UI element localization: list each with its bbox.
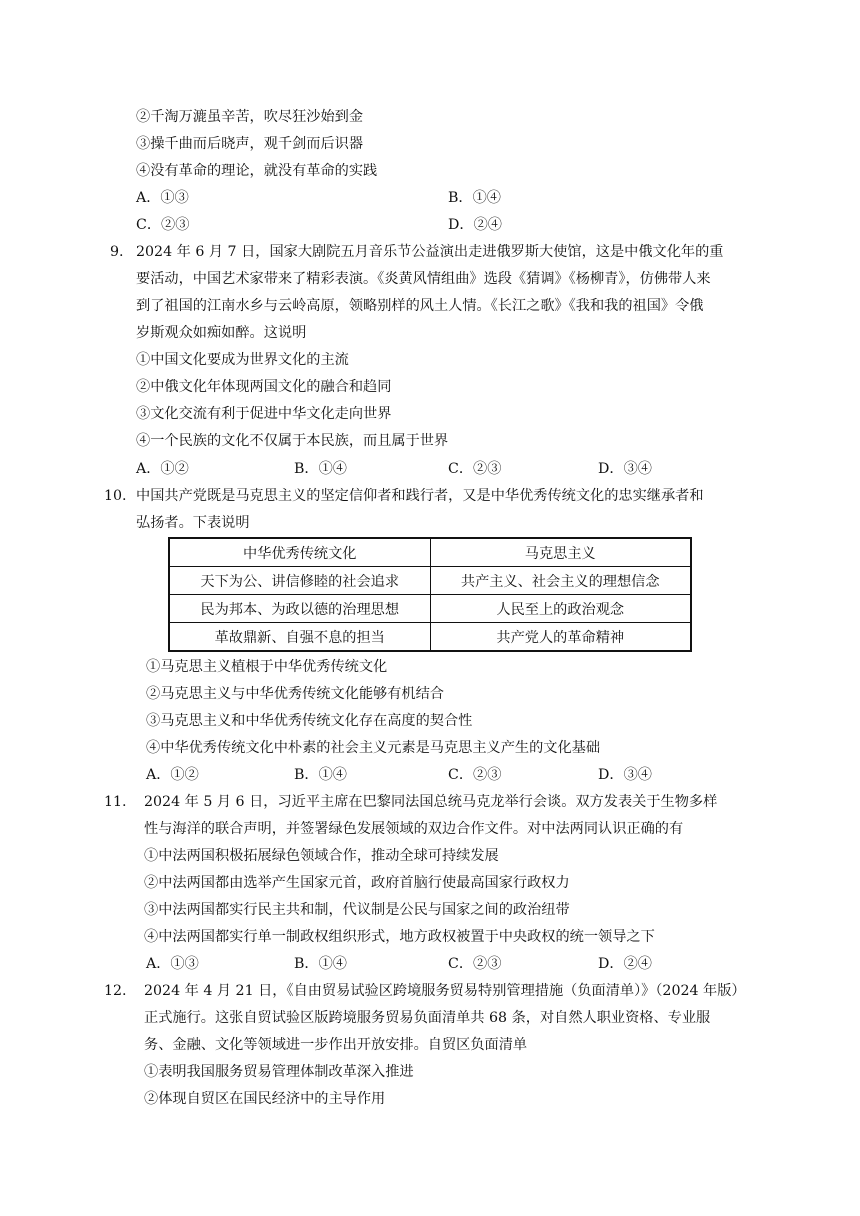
q12-item-1: ①表明我国服务贸易管理体制改革深入推进	[144, 1064, 414, 1080]
q9-stem-line: 要活动，中国艺术家带来了精彩表演。《炎黄风情组曲》选段《猜调》《杨柳青》，仿佛带人来	[136, 271, 711, 287]
q11-stem-line: 性与海洋的联合声明，并签署绿色发展领域的双边合作文件。对中法两同认识正确的有	[144, 821, 684, 837]
q8-item-2: ②千淘万漉虽辛苦，吹尽狂沙始到金	[136, 109, 364, 125]
q11-option-b[interactable]: B．①④	[294, 956, 347, 972]
q9-item-1: ①中国文化要成为世界文化的主流	[136, 352, 349, 368]
q9-option-b[interactable]: B．①④	[294, 461, 347, 477]
q9-option-c[interactable]: C．②③	[448, 461, 502, 477]
table-cell: 民为邦本、为政以德的治理思想	[169, 595, 430, 623]
q10-option-a[interactable]: A．①②	[146, 767, 199, 783]
table-header-row	[169, 538, 691, 567]
q12-stem-line: 务、金融、文化等领域进一步作出开放安排。自贸区负面清单	[144, 1037, 528, 1053]
table-cell: 共产主义、社会主义的理想信念	[430, 567, 691, 595]
table-row	[169, 595, 691, 623]
q11-number: 11.	[104, 794, 127, 810]
q8-item-3: ③操千曲而后晓声，观千剑而后识器	[136, 136, 364, 152]
q10-item-3: ③马克思主义和中华优秀传统文化存在高度的契合性	[146, 713, 473, 729]
q11-option-a[interactable]: A．①③	[146, 956, 199, 972]
q10-item-2: ②马克思主义与中华优秀传统文化能够有机结合	[146, 686, 444, 702]
q9-stem-line: 到了祖国的江南水乡与云岭高原，领略别样的风土人情。《长江之歌》《我和我的祖国》令俄	[136, 298, 704, 314]
q11-item-3: ③中法两国都实行民主共和制，代议制是公民与国家之间的政治纽带	[144, 902, 570, 918]
table-cell: 天下为公、讲信修睦的社会追求	[169, 567, 430, 595]
table-row	[169, 567, 691, 595]
q10-item-1: ①马克思主义植根于中华优秀传统文化	[146, 659, 388, 675]
q9-item-2: ②中俄文化年体现两国文化的融合和趋同	[136, 379, 392, 395]
q10-item-4: ④中华优秀传统文化中朴素的社会主义元素是马克思主义产生的文化基础	[146, 740, 601, 756]
q10-option-c[interactable]: C．②③	[448, 767, 502, 783]
q8-option-d[interactable]: D．②④	[448, 217, 502, 233]
q9-option-d[interactable]: D．③④	[598, 461, 652, 477]
q11-item-4: ④中法两国都实行单一制政权组织形式，地方政权被置于中央政权的统一领导之下	[144, 929, 655, 945]
q11-option-d[interactable]: D．②④	[598, 956, 652, 972]
q9-item-3: ③文化交流有利于促进中华文化走向世界	[136, 406, 392, 422]
comparison-table	[168, 537, 692, 652]
q10-stem-line: 弘扬者。下表说明	[136, 515, 250, 531]
q10-stem-line: 中国共产党既是马克思主义的坚定信仰者和践行者，又是中华优秀传统文化的忠实继承者和	[136, 488, 704, 504]
q12-item-2: ②体现自贸区在国民经济中的主导作用	[144, 1091, 386, 1107]
table-cell: 人民至上的政治观念	[430, 595, 691, 623]
table-row	[169, 623, 691, 652]
q9-stem-line: 岁斯观众如痴如醉。这说明	[136, 325, 307, 341]
q11-item-2: ②中法两国都由选举产生国家元首，政府首脑行使最高国家行政权力	[144, 875, 570, 891]
q10-option-d[interactable]: D．③④	[598, 767, 652, 783]
q10-option-b[interactable]: B．①④	[294, 767, 347, 783]
q9-option-a[interactable]: A．①②	[136, 461, 189, 477]
q11-item-1: ①中法两国积极拓展绿色领域合作，推动全球可持续发展	[144, 848, 499, 864]
table-header-cell: 中华优秀传统文化	[169, 538, 430, 567]
q9-stem-line: 2024 年 6 月 7 日，国家大剧院五月音乐节公益演出走进俄罗斯大使馆，这是中俄文化年的重	[136, 244, 724, 260]
q11-option-c[interactable]: C．②③	[448, 956, 502, 972]
q12-number: 12.	[104, 983, 127, 999]
q9-item-4: ④一个民族的文化不仅属于本民族，而且属于世界	[136, 433, 449, 449]
table-cell: 共产党人的革命精神	[430, 623, 691, 652]
q10-number: 10.	[104, 488, 127, 504]
table-header-cell: 马克思主义	[430, 538, 691, 567]
q8-option-c[interactable]: C．②③	[136, 217, 190, 233]
q12-stem-line: 正式施行。这张自贸试验区版跨境服务贸易负面清单共 68 条，对自然人职业资格、专业服	[144, 1010, 711, 1026]
q8-item-4: ④没有革命的理论，就没有革命的实践	[136, 163, 378, 179]
q12-stem-line: 2024 年 4 月 21 日，《自由贸易试验区跨境服务贸易特别管理措施（负面清单）》（2024 年版）	[144, 983, 746, 999]
q11-stem-line: 2024 年 5 月 6 日，习近平主席在巴黎同法国总统马克龙举行会谈。双方发表关于生物多样	[144, 794, 718, 810]
q9-number: 9.	[110, 244, 124, 260]
q8-option-a[interactable]: A．①③	[136, 190, 189, 206]
q8-option-b[interactable]: B．①④	[448, 190, 501, 206]
table-cell: 革故鼎新、自强不息的担当	[169, 623, 430, 652]
